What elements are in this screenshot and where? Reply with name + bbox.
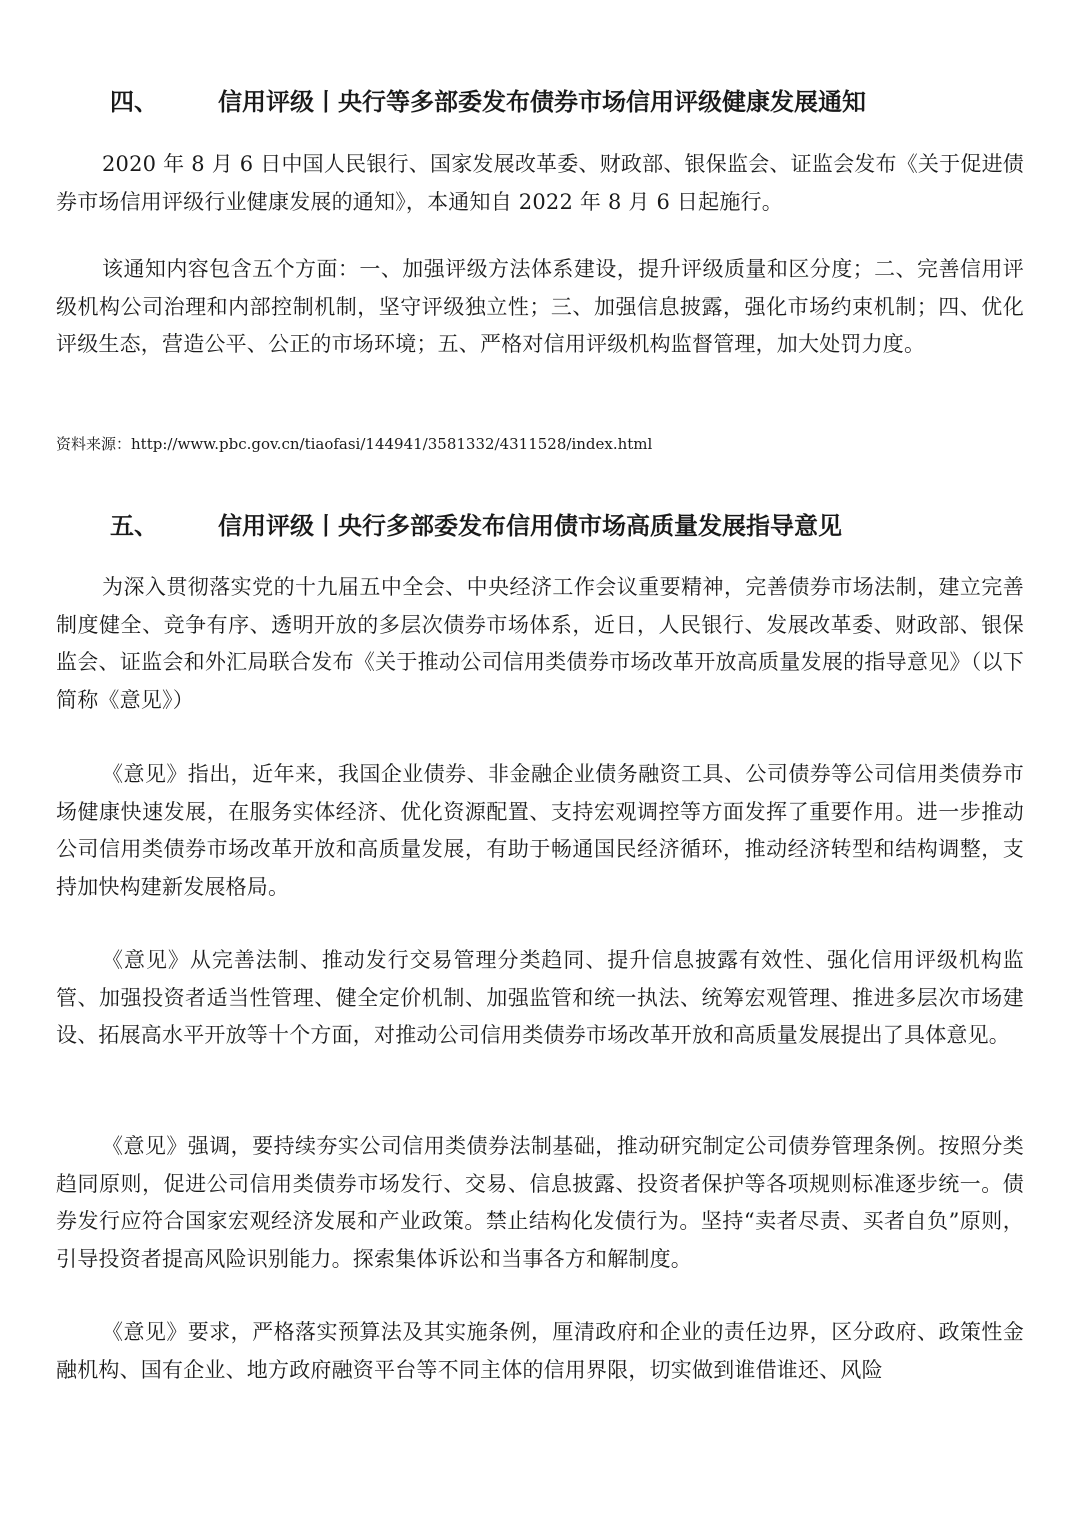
section-5-paragraph-3: 《意见》从完善法制、推动发行交易管理分类趋同、提升信息披露有效性、强化信用评级机构监管、加强投资者适当性管理、健全定价机制、加强监管和统一执法、统筹宏观管理、推进多层次市场建设、拓展高水平开放等十个方面，对推动公司信用类债券市场改革开放和高质量发展提出了具体意见。 — [56, 948, 1024, 1047]
section-4-paragraph-1: 2020 年 8 月 6 日中国人民银行、国家发展改革委、财政部、银保监会、证监会发布《关于促进债券市场信用评级行业健康发展的通知》，本通知自 2022 年 8 月 6 日起施行。 — [56, 152, 1024, 214]
section-5-number: 五、 — [110, 512, 158, 540]
section-4-heading — [110, 86, 1050, 118]
section-5-paragraph-5: 《意见》要求，严格落实预算法及其实施条例，厘清政府和企业的责任边界，区分政府、政策性金融机构、国有企业、地方政府融资平台等不同主体的信用界限，切实做到谁借谁还、风险 — [56, 1320, 1024, 1382]
section-5-paragraph-2: 《意见》指出，近年来，我国企业债券、非金融企业债务融资工具、公司债券等公司信用类债券市场健康快速发展，在服务实体经济、优化资源配置、支持宏观调控等方面发挥了重要作用。进一步推动公司信用类债券市场改革开放和高质量发展，有助于畅通国民经济循环，推动经济转型和结构调整，支持加快构建新发展格局。 — [56, 762, 1024, 899]
section-5-heading — [110, 510, 1050, 542]
section-4-number: 四、 — [110, 88, 158, 116]
section-4-title: 信用评级丨央行等多部委发布债券市场信用评级健康发展通知 — [218, 88, 866, 116]
source-note: 资料来源：http://www.pbc.gov.cn/tiaofasi/144941/3581332/4311528/index.html — [56, 435, 653, 453]
section-5-paragraph-4: 《意见》强调，要持续夯实公司信用类债券法制基础，推动研究制定公司债券管理条例。按照分类趋同原则，促进公司信用类债券市场发行、交易、信息披露、投资者保护等各项规则标准逐步统一。债券发行应符合国家宏观经济发展和产业政策。禁止结构化发债行为。坚持“卖者尽责、买者自负”原则，引导投资者提高风险识别能力。探索集体诉讼和当事各方和解制度。 — [56, 1134, 1024, 1271]
section-4-paragraph-2: 该通知内容包含五个方面：一、加强评级方法体系建设，提升评级质量和区分度；二、完善信用评级机构公司治理和内部控制机制，坚守评级独立性；三、加强信息披露，强化市场约束机制；四、优化评级生态，营造公平、公正的市场环境；五、严格对信用评级机构监督管理，加大处罚力度。 — [56, 257, 1024, 356]
section-5-title: 信用评级丨央行多部委发布信用债市场高质量发展指导意见 — [218, 512, 842, 540]
section-5-paragraph-1: 为深入贯彻落实党的十九届五中全会、中央经济工作会议重要精神，完善债券市场法制，建立完善制度健全、竞争有序、透明开放的多层次债券市场体系，近日，人民银行、发展改革委、财政部、银保监会、证监会和外汇局联合发布《关于推动公司信用类债券市场改革开放高质量发展的指导意见》（以下简称《意见》） — [56, 575, 1024, 712]
